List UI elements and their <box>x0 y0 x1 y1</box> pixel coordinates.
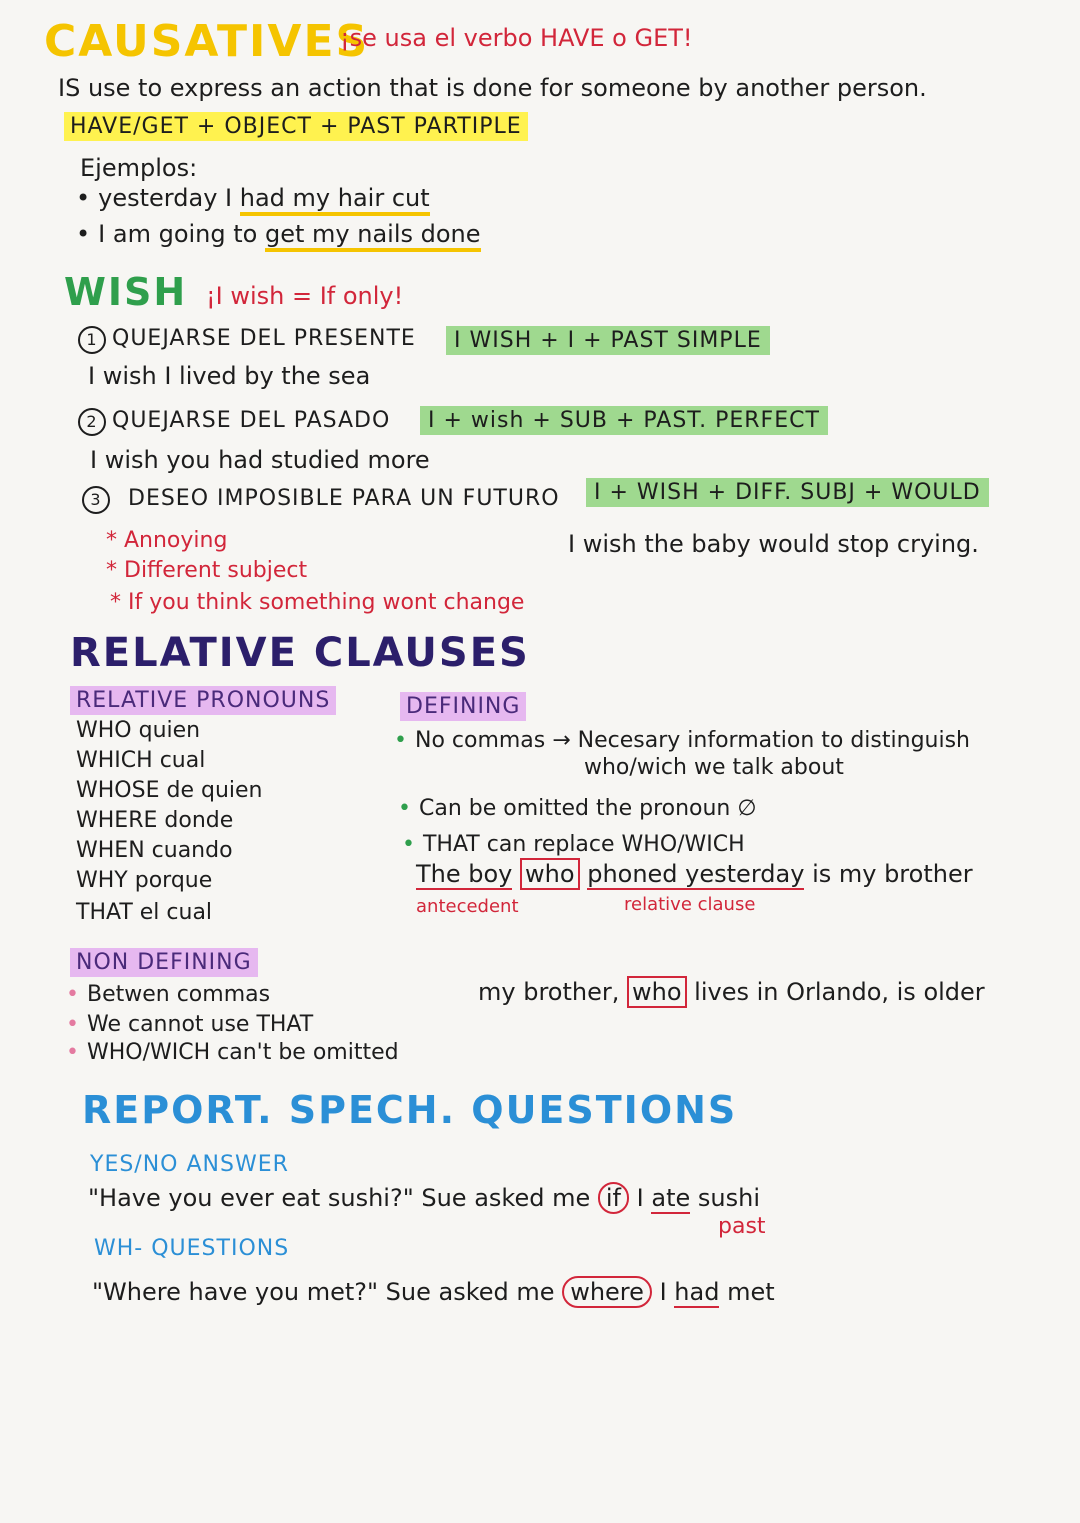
wish-formula-1: I WISH + I + PAST SIMPLE <box>446 328 770 353</box>
wish-example-1: I wish I lived by the sea <box>88 362 371 390</box>
nondefining-point-2: • We cannot use THAT <box>66 1012 314 1037</box>
yes-no-example: "Have you ever eat sushi?" Sue asked me if I ate sushi <box>88 1184 760 1212</box>
wh-label: WH- QUESTIONS <box>94 1236 290 1261</box>
nondefining-example: my brother, who lives in Orlando, is older <box>478 978 985 1006</box>
nondefining-label: NON DEFINING <box>70 950 258 975</box>
wish-case-1: 1 QUEJARSE DEL PRESENTE <box>78 326 416 354</box>
wish-example-2: I wish you had studied more <box>90 446 430 474</box>
wish-note-different: * Different subject <box>106 558 308 583</box>
wish-note: ¡I wish = If only! <box>206 282 404 310</box>
wish-example-3: I wish the baby would stop crying. <box>568 530 979 558</box>
defining-point-2: • Can be omitted the pronoun ∅ <box>398 796 757 821</box>
antecedent-label: antecedent <box>416 896 519 917</box>
causatives-example-1: • yesterday I had my hair cut <box>76 184 430 212</box>
pronoun-row: WHO quien <box>76 718 201 743</box>
number-circle: 2 <box>78 408 106 436</box>
causatives-definition: IS use to express an action that is done for someone by another person. <box>58 74 927 102</box>
relative-title: RELATIVE CLAUSES <box>70 630 530 676</box>
if-circle: if <box>598 1182 629 1214</box>
nondefining-point-1: • Betwen commas <box>66 982 271 1007</box>
pronoun-row: WHICH cual <box>76 748 206 773</box>
where-circle: where <box>562 1276 652 1308</box>
wish-formula-2: I + wish + SUB + PAST. PERFECT <box>420 408 828 433</box>
pronoun-row: THAT el cual <box>76 900 213 925</box>
defining-point-3: • THAT can replace WHO/WICH <box>402 832 745 857</box>
pronoun-box: who <box>627 976 687 1008</box>
wish-case-3: 3 DESEO IMPOSIBLE PARA UN FUTURO <box>82 486 560 514</box>
formula-highlight: HAVE/GET + OBJECT + PAST PARTIPLE <box>64 112 528 141</box>
relative-pronouns-label: RELATIVE PRONOUNS <box>70 688 336 713</box>
pronoun-row: WHY porque <box>76 868 213 893</box>
defining-point-1: • No commas → Necesary information to distinguish <box>394 728 970 753</box>
example-underline: had my hair cut <box>240 184 430 216</box>
causatives-title: CAUSATIVES <box>44 16 370 67</box>
pronoun-row: WHOSE de quien <box>76 778 263 803</box>
wish-case-2: 2 QUEJARSE DEL PASADO <box>78 408 390 436</box>
wish-formula-3: I + WISH + DIFF. SUBJ + WOULD <box>586 480 989 505</box>
wish-title: WISH <box>64 270 188 314</box>
defining-example: The boy who phoned yesterday is my brother <box>416 860 973 888</box>
number-circle: 1 <box>78 326 106 354</box>
wh-example: "Where have you met?" Sue asked me where I had met <box>92 1278 775 1306</box>
causatives-formula <box>64 114 528 139</box>
relative-clause-label: relative clause <box>624 894 756 915</box>
report-title: REPORT. SPECH. QUESTIONS <box>82 1088 738 1132</box>
pronoun-box: who <box>520 858 580 890</box>
nondefining-point-3: • WHO/WICH can't be omitted <box>66 1040 399 1065</box>
wish-note-annoying: * Annoying <box>106 528 228 553</box>
causatives-example-2: • I am going to get my nails done <box>76 220 481 248</box>
examples-label: Ejemplos: <box>80 154 198 182</box>
pronoun-row: WHEN cuando <box>76 838 233 863</box>
pronoun-row: WHERE donde <box>76 808 234 833</box>
defining-label: DEFINING <box>400 694 526 719</box>
defining-point-1b: who/wich we talk about <box>584 755 844 780</box>
number-circle: 3 <box>82 486 110 514</box>
causatives-note: ¡se usa el verbo HAVE o GET! <box>340 24 693 52</box>
past-label: past <box>718 1214 766 1239</box>
wish-note-change: * If you think something wont change <box>110 590 525 615</box>
yes-no-label: YES/NO ANSWER <box>90 1152 289 1177</box>
example-underline: get my nails done <box>265 220 481 252</box>
